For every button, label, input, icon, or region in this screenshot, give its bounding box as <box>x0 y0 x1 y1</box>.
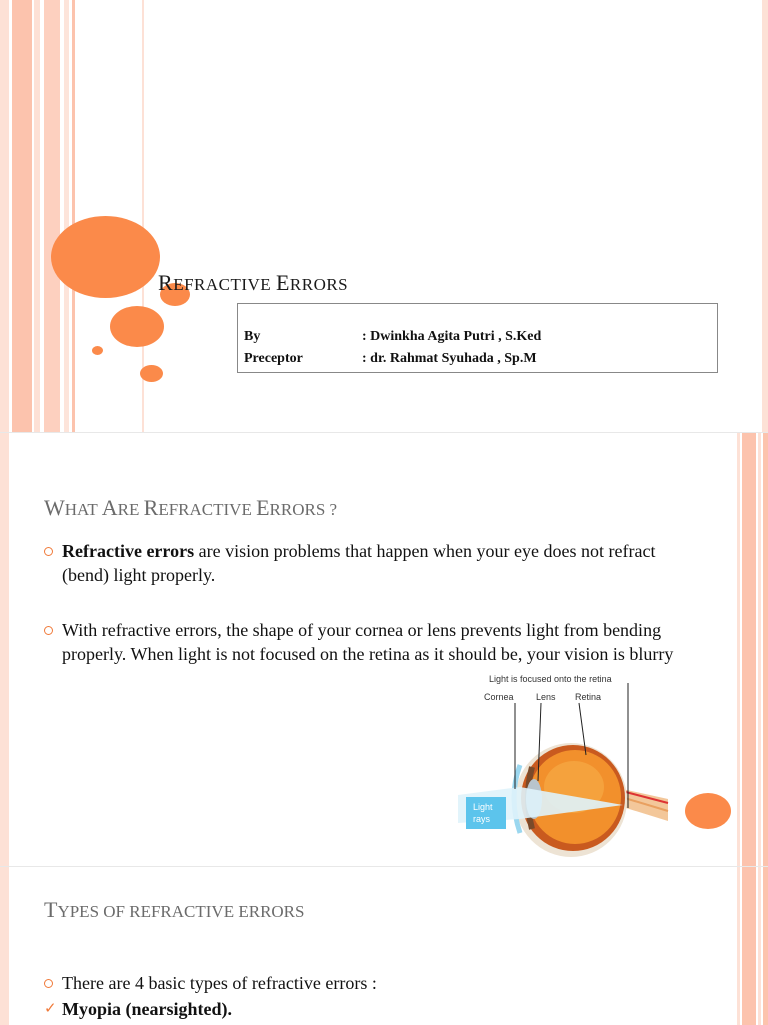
decor-stripe <box>737 867 740 1025</box>
decor-stripe <box>0 433 9 867</box>
decor-stripe <box>0 867 9 1025</box>
slide-heading: WHAT ARE REFRACTIVE ERRORS ? <box>44 495 338 520</box>
lens-label: Lens <box>536 692 556 702</box>
myopia-text: Myopia (nearsighted). <box>62 999 232 1019</box>
types-intro-text: There are 4 basic types of refractive errors : <box>62 973 377 993</box>
bullet-types-intro <box>44 971 684 995</box>
checklist-item-myopia <box>44 997 684 1021</box>
decor-stripe <box>34 0 40 432</box>
light-rays-label-2: rays <box>473 814 491 824</box>
decor-stripe <box>763 867 768 1025</box>
decor-stripe <box>44 0 60 432</box>
bullet-circle-icon <box>44 979 53 988</box>
decor-stripe <box>0 0 9 432</box>
decor-stripe <box>742 867 756 1025</box>
bullet-circle-icon <box>44 547 53 556</box>
decor-circle <box>92 346 103 355</box>
definition-text: are vision problems that happen when your eye does not refract (bend) light properly. <box>62 541 656 585</box>
by-value: : Dwinkha Agita Putri , S.Ked <box>362 329 542 344</box>
decor-stripe <box>72 0 75 432</box>
preceptor-value: : dr. Rahmat Syuhada , Sp.M <box>362 351 537 366</box>
presentation-title: REFRACTIVE ERRORS <box>158 270 349 295</box>
title-slide <box>0 0 768 432</box>
light-rays-label-1: Light <box>473 802 493 812</box>
bullet-definition <box>44 539 684 587</box>
decor-circle <box>685 793 731 829</box>
preceptor-row <box>244 351 537 367</box>
diagram-caption: Light is focused onto the retina <box>489 674 612 684</box>
cornea-label: Cornea <box>484 692 514 702</box>
retina-label: Retina <box>575 692 602 702</box>
preceptor-label: Preceptor <box>244 351 303 366</box>
types-slide <box>0 866 768 1025</box>
decor-stripe <box>758 867 761 1025</box>
decor-stripe <box>742 433 756 867</box>
author-row <box>244 329 542 345</box>
term-bold: Refractive errors <box>62 541 195 561</box>
decor-circle <box>110 306 164 347</box>
author-info-box <box>237 303 718 373</box>
decor-circle <box>51 216 160 298</box>
decor-stripe <box>12 0 32 432</box>
eye-diagram <box>458 669 673 859</box>
bullet-circle-icon <box>44 626 53 635</box>
by-label: By <box>244 329 261 344</box>
explanation-text: With refractive errors, the shape of your cornea or lens prevents light from bending properly. When light is not focused on the retina as it should be, your vision is blurry <box>62 620 674 664</box>
decor-stripe <box>758 433 761 867</box>
decor-stripe <box>763 433 768 867</box>
decor-stripe <box>737 433 740 867</box>
slide-heading: TYPES OF REFRACTIVE ERRORS <box>44 897 305 922</box>
check-icon: ✓ <box>44 1001 57 1017</box>
decor-stripe <box>64 0 69 432</box>
definition-slide <box>0 432 768 867</box>
bullet-explanation <box>44 618 684 666</box>
decor-stripe <box>762 0 768 432</box>
decor-circle <box>140 365 163 382</box>
